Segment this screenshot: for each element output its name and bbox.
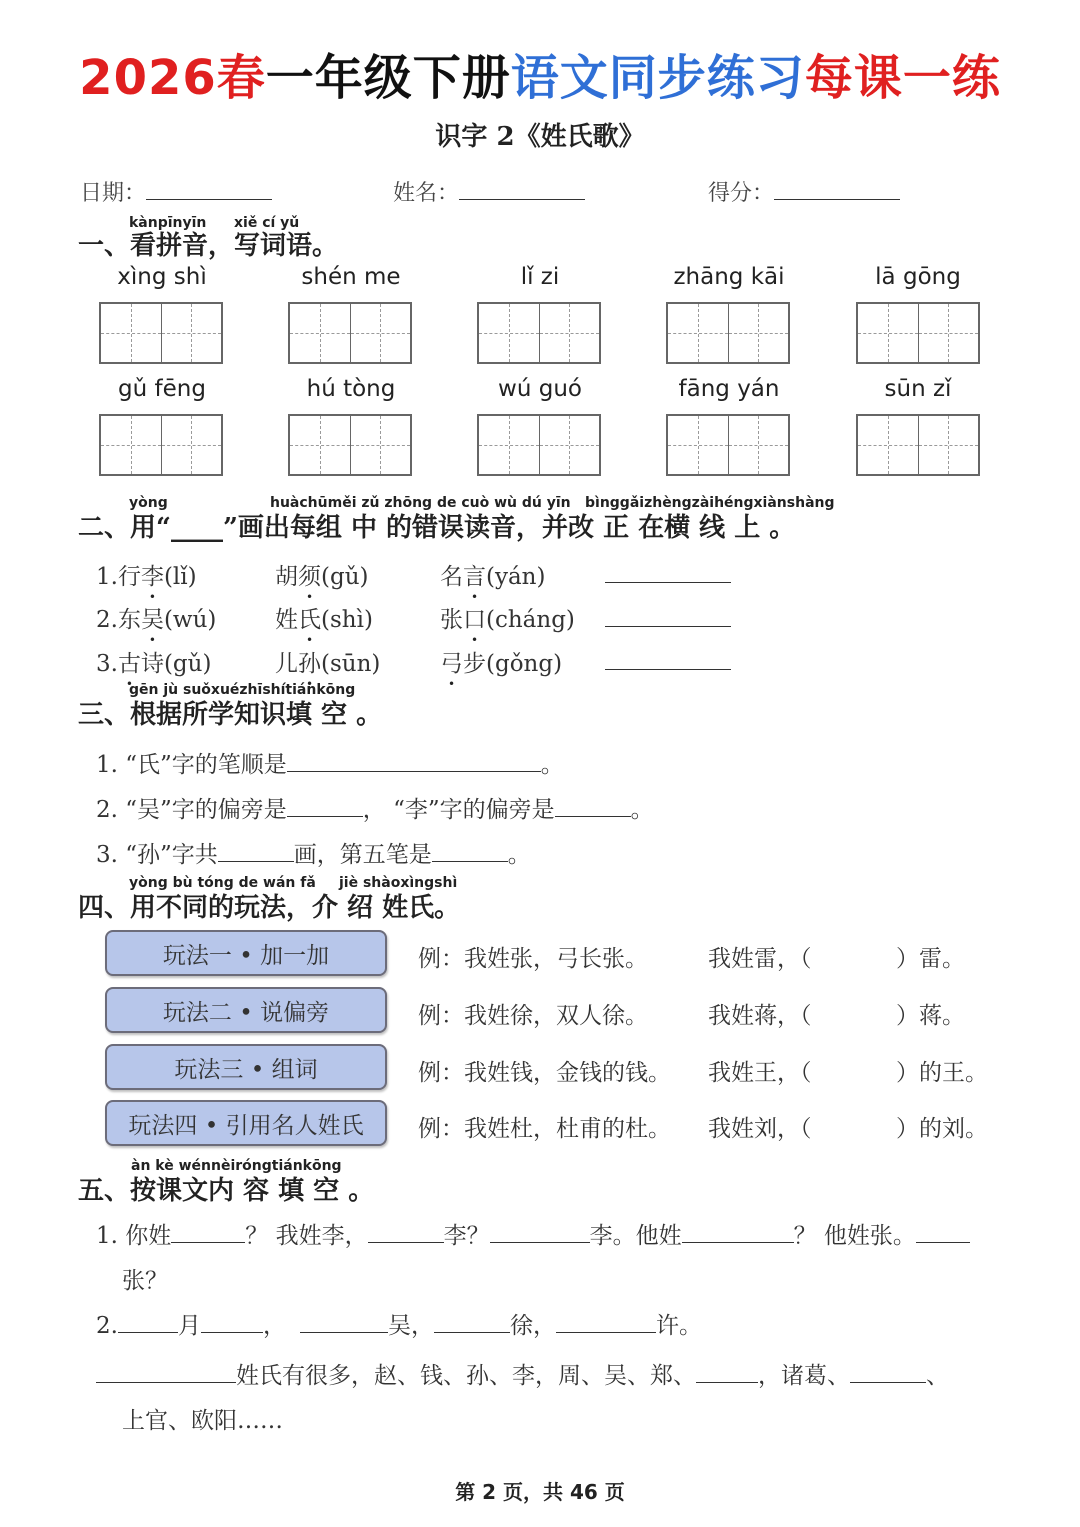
question-item: 张口(cháng): [440, 607, 575, 633]
title-series: 每课一练: [804, 50, 1001, 106]
answer-blank[interactable]: [201, 1312, 263, 1333]
question-row: 1.行李(lǐ): [96, 564, 197, 590]
method-pill: 玩法一 • 加一加: [105, 930, 387, 976]
method-pill: 玩法三 • 组词: [105, 1044, 387, 1090]
pinyin-word: xìng shì: [117, 264, 207, 290]
method-pill: 玩法二 • 说偏旁: [105, 987, 387, 1033]
date-field: 日期：: [80, 176, 272, 207]
answer-blank[interactable]: [490, 1222, 590, 1243]
pinyin-word: wú guó: [498, 376, 582, 402]
title-subject: 语文同步练习: [510, 50, 805, 106]
writing-grid[interactable]: [477, 414, 601, 476]
fill-question: 1. 你姓 ？ 我姓李， 李？ 李。他姓 ？ 他姓张。: [96, 1217, 970, 1250]
answer-blank[interactable]: [696, 1362, 758, 1383]
section-heading-5: 五、按课文内 容 填 空 。: [78, 1176, 375, 1206]
fill-question: 我姓蒋，（: [708, 1003, 812, 1029]
answer-blank[interactable]: [682, 1222, 794, 1243]
answer-blank[interactable]: [300, 1312, 388, 1333]
answer-blank[interactable]: [432, 841, 508, 862]
example-text: 例：我姓徐，双人徐。: [418, 1003, 648, 1029]
fill-question: 我姓王，（: [708, 1060, 812, 1086]
fill-question: 我姓雷，（: [708, 946, 812, 972]
answer-line[interactable]: [605, 582, 731, 583]
title-grade: 一年级下册: [265, 50, 511, 106]
section-heading-3: 三、根据所学知识填 空 。: [78, 700, 383, 730]
answer-blank[interactable]: [287, 796, 363, 817]
fill-question: 我姓刘，（: [708, 1116, 812, 1142]
question-item: 胡须(gǔ): [275, 564, 369, 590]
pinyin-annotation: yòng: [129, 495, 168, 511]
question-item: 姓氏(shì): [275, 607, 373, 633]
pinyin-annotation: huàchūměi zǔ zhōng de cuò wù dú yīn: [270, 495, 571, 511]
answer-blank[interactable]: [434, 1312, 510, 1333]
pinyin-word: hú tòng: [306, 376, 396, 402]
score-blank[interactable]: [774, 179, 900, 200]
section-heading-2: 二、用“____”画出每组 中 的错误读音，并改 正 在横 线 上 。: [78, 513, 796, 543]
writing-grid[interactable]: [288, 414, 412, 476]
pinyin-word: lā gōng: [875, 264, 961, 290]
pinyin-word: gǔ fēng: [118, 376, 206, 402]
pinyin-annotation: bìnggǎizhèngzàihéngxiànshàng: [585, 495, 835, 511]
pinyin-annotation: gēn jù suǒxuézhīshítiánkōng: [129, 682, 356, 698]
answer-blank[interactable]: [171, 1222, 245, 1243]
page-number: 第 2 页，共 46 页: [455, 1480, 625, 1504]
method-pill: 玩法四 • 引用名人姓氏: [105, 1100, 387, 1146]
name-field: 姓名：: [393, 176, 585, 207]
pinyin-annotation: àn kè wénnèiróngtiánkōng: [131, 1158, 342, 1174]
fill-question-end: ）的王。: [896, 1060, 988, 1086]
lesson-title: 识字 2《姓氏歌》: [435, 122, 645, 152]
pinyin-annotation: xiě cí yǔ: [234, 215, 300, 231]
question-row: 3.古诗(gǔ): [96, 651, 212, 677]
answer-blank[interactable]: [287, 751, 541, 772]
question-item: 儿孙(sūn): [275, 651, 381, 677]
writing-grid[interactable]: [856, 302, 980, 364]
section-heading-4: 四、用不同的玩法，介 绍 姓氏。: [78, 893, 461, 923]
answer-blank[interactable]: [916, 1222, 970, 1243]
answer-blank[interactable]: [218, 841, 294, 862]
answer-blank[interactable]: [368, 1222, 444, 1243]
fill-question-end: ）蒋。: [896, 1003, 965, 1029]
fill-question-end: ）雷。: [896, 946, 965, 972]
pinyin-word: shén me: [301, 264, 401, 290]
name-blank[interactable]: [459, 179, 585, 200]
answer-blank[interactable]: [850, 1362, 926, 1383]
pinyin-annotation: kànpīnyīn: [129, 215, 207, 231]
score-field: 得分：: [708, 176, 900, 207]
fill-question: 3. “孙”字共 画，第五笔是 。: [96, 842, 531, 868]
answer-line[interactable]: [605, 669, 731, 670]
page-title: [0, 48, 1080, 108]
fill-question-end: ）的刘。: [896, 1116, 988, 1142]
fill-question: 2. 月 ， 吴， 徐， 许。: [96, 1313, 702, 1339]
pinyin-word: fāng yán: [678, 376, 780, 402]
fill-question-cont: 张？: [122, 1268, 168, 1294]
example-text: 例：我姓杜，杜甫的杜。: [418, 1116, 671, 1142]
writing-grid[interactable]: [477, 302, 601, 364]
writing-grid[interactable]: [666, 414, 790, 476]
answer-blank[interactable]: [96, 1362, 236, 1383]
answer-blank[interactable]: [118, 1312, 178, 1333]
fill-question: 1. “氏”字的笔顺是 。: [96, 752, 564, 778]
pinyin-word: sūn zǐ: [884, 376, 952, 402]
question-item: 名言(yán): [440, 564, 546, 590]
answer-blank[interactable]: [556, 1312, 656, 1333]
fill-question-cont: 上官、欧阳……: [122, 1408, 283, 1434]
pinyin-annotation: jiè shàoxìngshì: [339, 875, 458, 891]
question-item: 弓步(gǒng): [440, 651, 563, 677]
writing-grid[interactable]: [856, 414, 980, 476]
pinyin-word: zhāng kāi: [673, 264, 785, 290]
example-text: 例：我姓钱，金钱的钱。: [418, 1060, 671, 1086]
pinyin-word: lǐ zi: [520, 264, 560, 290]
fill-question: 姓氏有很多，赵、钱、孙、李，周、吴、郑、 ，诸葛、 、: [96, 1357, 949, 1390]
question-row: 2.东吴(wú): [96, 607, 217, 633]
fill-question: 2. “吴”字的偏旁是 ， “李”字的偏旁是 。: [96, 797, 654, 823]
date-blank[interactable]: [146, 179, 272, 200]
example-text: 例：我姓张，弓长张。: [418, 946, 648, 972]
writing-grid[interactable]: [666, 302, 790, 364]
writing-grid[interactable]: [99, 414, 223, 476]
pinyin-annotation: yòng bù tóng de wán fǎ: [129, 875, 316, 891]
writing-grid[interactable]: [288, 302, 412, 364]
section-heading-1: 一、看拼音，写词语。: [78, 231, 339, 261]
writing-grid[interactable]: [99, 302, 223, 364]
answer-blank[interactable]: [555, 796, 631, 817]
answer-line[interactable]: [605, 626, 731, 627]
title-year: 2026春: [79, 50, 266, 106]
